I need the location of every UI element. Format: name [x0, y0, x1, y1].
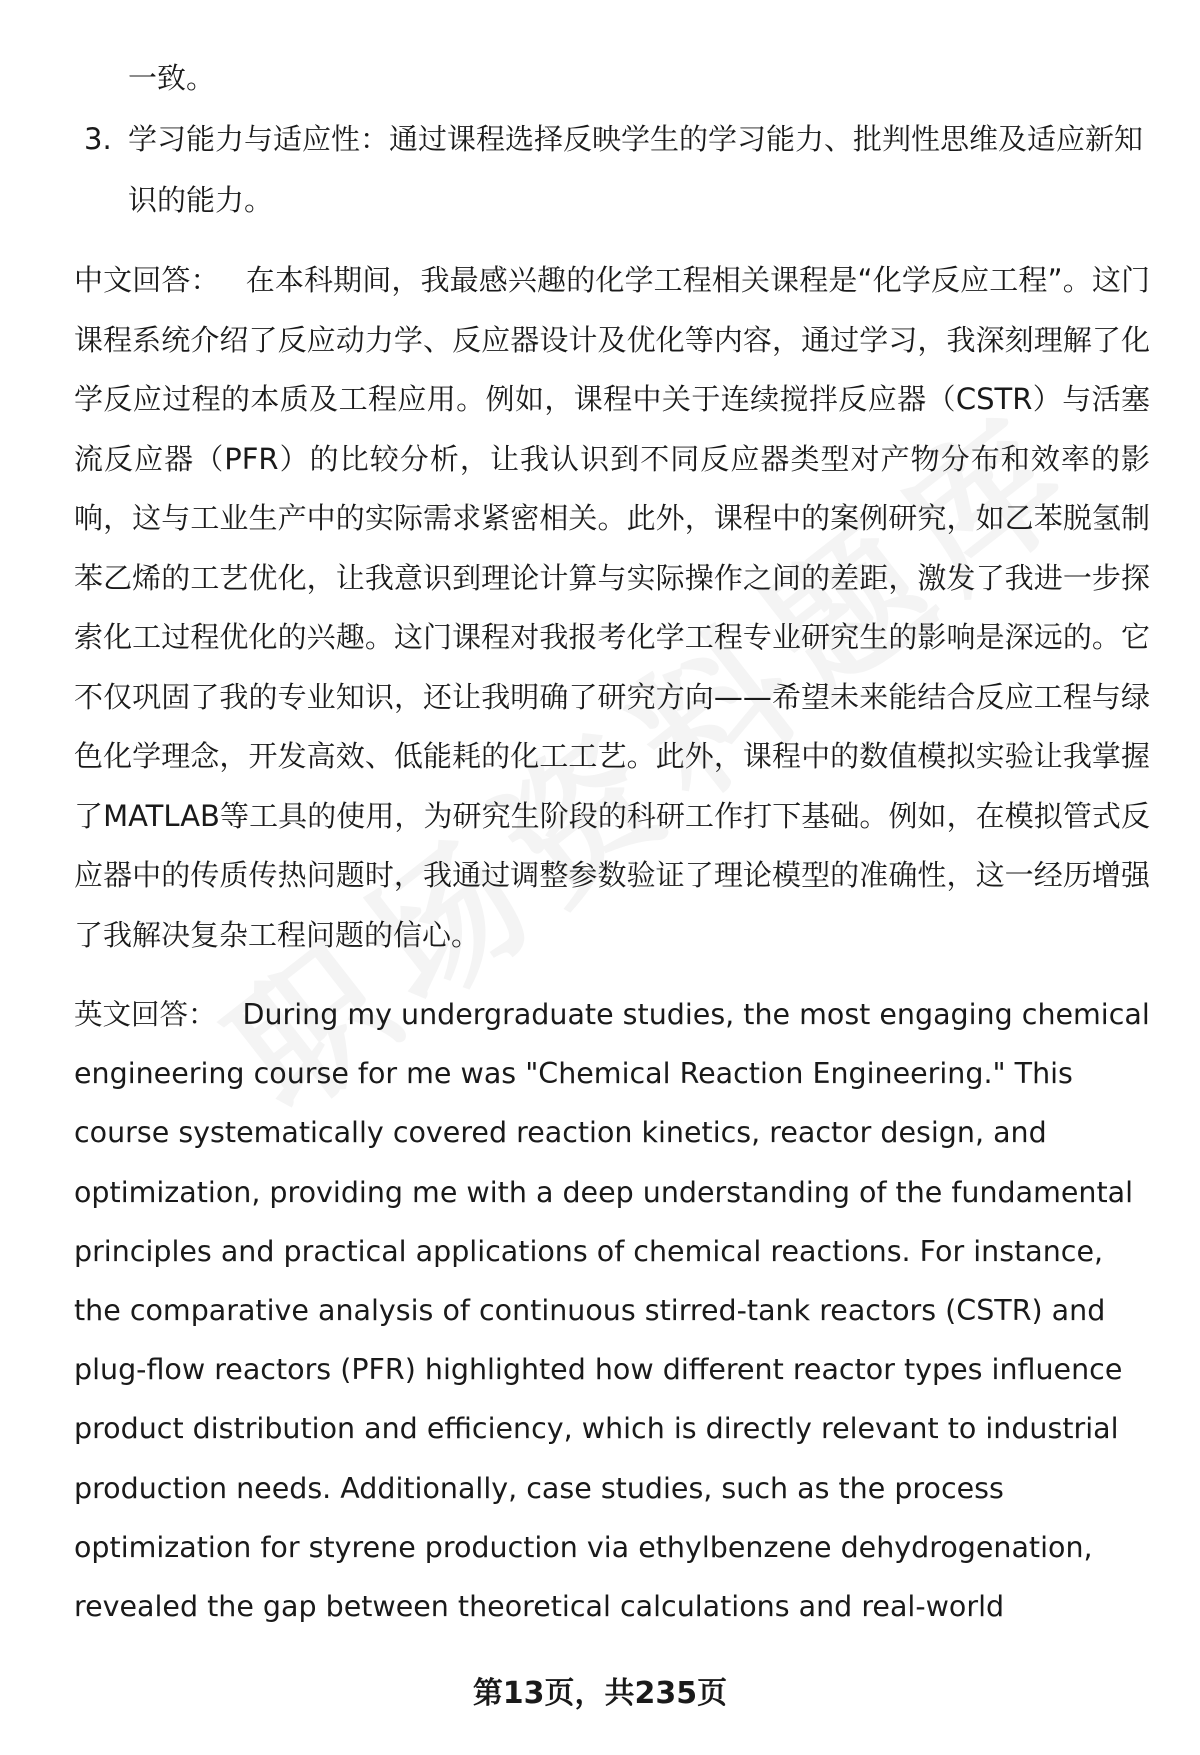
chinese-answer-label: 中文回答：	[74, 263, 220, 297]
list-item-number: 3.	[84, 122, 112, 156]
page-content	[74, 48, 1150, 1636]
list-item	[74, 109, 1150, 231]
chinese-answer-paragraph	[74, 251, 1150, 965]
english-answer-label: 英文回答：	[74, 998, 217, 1031]
page-number: 第13页，共235页	[472, 1676, 728, 1711]
english-answer-text: During my undergraduate studies, the most engaging chemical engineering course for me was "Chemical Reaction Engineering." This course systematically covered reaction kinetics, reactor design, and optimization, providing me with a deep understanding of the fundamental principles and practical applications of chemical reactions. For instance, the comparative analysis of continuous stirred-tank reactors (CSTR) and plug-flow reactors (PFR) highlighted how different reactor types influence product distribution and efficiency, which is directly relevant to industrial production needs. Additionally, case studies, such as the process optimization for styrene production via ethylbenzene dehydrogenation, revealed the gap between theoretical calculations and real-world	[74, 998, 1150, 1624]
english-answer-paragraph	[74, 985, 1150, 1636]
chinese-answer-text: 在本科期间，我最感兴趣的化学工程相关课程是“化学反应工程”。这门课程系统介绍了反应动力学、反应器设计及优化等内容，通过学习，我深刻理解了化学反应过程的本质及工程应用。例如，课程中关于连续搅拌反应器（CSTR）与活塞流反应器（PFR）的比较分析，让我认识到不同反应器类型对产物分布和效率的影响，这与工业生产中的实际需求紧密相关。此外，课程中的案例研究，如乙苯脱氢制苯乙烯的工艺优化，让我意识到理论计算与实际操作之间的差距，激发了我进一步探索化工过程优化的兴趣。这门课程对我报考化学工程专业研究生的影响是深远的。它不仅巩固了我的专业知识，还让我明确了研究方向——希望未来能结合反应工程与绿色化学理念，开发高效、低能耗的化工工艺。此外，课程中的数值模拟实验让我掌握了MATLAB等工具的使用，为研究生阶段的科研工作打下基础。例如，在模拟管式反应器中的传质传热问题时，我通过调整参数验证了理论模型的准确性，这一经历增强了我解决复杂工程问题的信心。	[74, 263, 1150, 952]
list-item-text: 学习能力与适应性：通过课程选择反映学生的学习能力、批判性思维及适应新知识的能力。	[128, 122, 1144, 217]
list-item-continuation: 一致。	[128, 61, 216, 95]
